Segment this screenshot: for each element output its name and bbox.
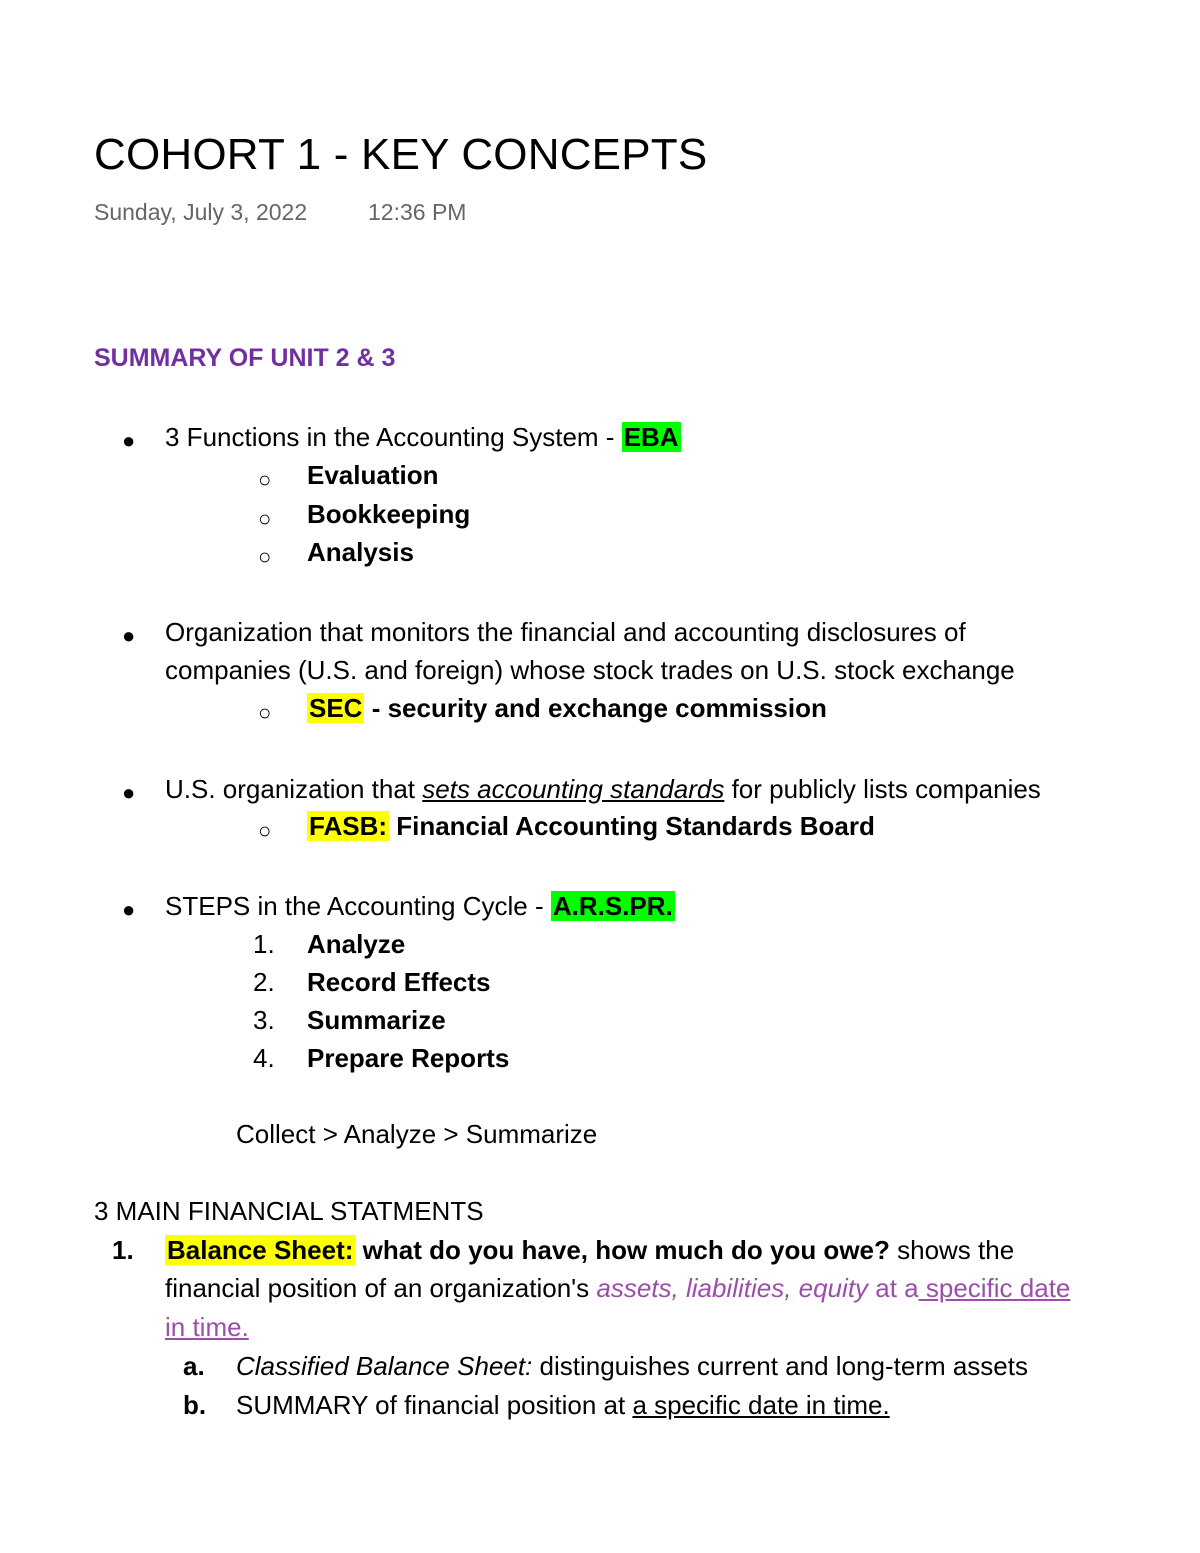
classified-text: distinguishes current and long-term assets — [532, 1351, 1028, 1381]
fasb-text-pre: U.S. organization that — [165, 774, 423, 804]
balance-sheet-label: Balance Sheet: — [167, 1235, 354, 1265]
balance-sheet-elements: assets, liabilities, equity — [596, 1273, 869, 1303]
balance-sheet-date-underlined: specific date — [918, 1273, 1071, 1303]
fasb-definition — [307, 811, 875, 842]
function-item: Evaluation — [307, 460, 439, 490]
summary-financial-position — [236, 1390, 890, 1421]
sec-definition — [307, 693, 827, 724]
step-label: Summarize — [307, 1005, 446, 1035]
fasb-description — [165, 774, 1041, 805]
fasb-text-post: for publicly lists companies — [724, 774, 1041, 804]
page-time: 12:36 PM — [368, 199, 467, 225]
step-label: Analyze — [307, 929, 406, 959]
circle-bullet-icon: ○ — [258, 544, 272, 569]
function-item: Bookkeeping — [307, 499, 471, 529]
process-flow: Collect > Analyze > Summarize — [236, 1119, 598, 1149]
bullet-icon: ● — [122, 780, 136, 805]
functions-line — [165, 422, 681, 453]
sec-description-line1: Organization that monitors the financial and accounting disclosures of — [165, 617, 966, 647]
section-heading: SUMMARY OF UNIT 2 & 3 — [94, 344, 396, 372]
step-number: 2. — [253, 967, 275, 997]
sub-letter: a. — [183, 1351, 205, 1381]
step-label: Prepare Reports — [307, 1043, 510, 1073]
bullet-icon: ● — [122, 623, 136, 648]
summary-underlined: a specific date in time. — [632, 1390, 890, 1420]
functions-acronym: EBA — [623, 422, 679, 452]
circle-bullet-icon: ○ — [258, 506, 272, 531]
circle-bullet-icon: ○ — [258, 700, 272, 725]
balance-sheet-line1 — [165, 1235, 1014, 1266]
steps-line — [165, 891, 675, 922]
balance-sheet-question: what do you have, how much do you owe? — [355, 1235, 890, 1265]
circle-bullet-icon: ○ — [258, 467, 272, 492]
function-item: Analysis — [307, 537, 414, 567]
statement-number: 1. — [112, 1235, 134, 1265]
balance-sheet-text1: shows the — [889, 1235, 1015, 1265]
statements-heading: 3 MAIN FINANCIAL STATMENTS — [94, 1196, 484, 1226]
balance-sheet-line2 — [165, 1273, 1070, 1304]
bullet-icon: ● — [122, 897, 136, 922]
fasb-definition-text: Financial Accounting Standards Board — [389, 811, 875, 841]
step-number: 4. — [253, 1043, 275, 1073]
sub-letter: b. — [183, 1390, 207, 1420]
sec-description-line2: companies (U.S. and foreign) whose stock trades on U.S. stock exchange — [165, 655, 1015, 685]
balance-sheet-at-a: at a — [868, 1273, 919, 1303]
steps-text: STEPS in the Accounting Cycle - — [165, 891, 551, 921]
classified-balance-sheet — [236, 1351, 1028, 1382]
bullet-icon: ● — [122, 428, 136, 453]
step-number: 3. — [253, 1005, 275, 1035]
balance-sheet-text2: financial position of an organization's — [165, 1273, 597, 1303]
classified-label: Classified Balance Sheet: — [236, 1351, 533, 1381]
step-number: 1. — [253, 929, 275, 959]
functions-text: 3 Functions in the Accounting System - — [165, 422, 622, 452]
circle-bullet-icon: ○ — [258, 818, 272, 843]
balance-sheet-line3: in time. — [165, 1312, 249, 1342]
summary-text: SUMMARY of financial position at — [236, 1390, 633, 1420]
page-date: Sunday, July 3, 2022 — [94, 199, 308, 225]
sec-definition-text: - security and exchange commission — [364, 693, 827, 723]
fasb-text-emphasis: sets accounting standards — [422, 774, 725, 804]
fasb-acronym: FASB: — [309, 811, 387, 841]
page-title: COHORT 1 - KEY CONCEPTS — [94, 130, 708, 179]
sec-acronym: SEC — [309, 693, 363, 723]
steps-acronym: A.R.S.PR. — [552, 891, 673, 921]
step-label: Record Effects — [307, 967, 491, 997]
